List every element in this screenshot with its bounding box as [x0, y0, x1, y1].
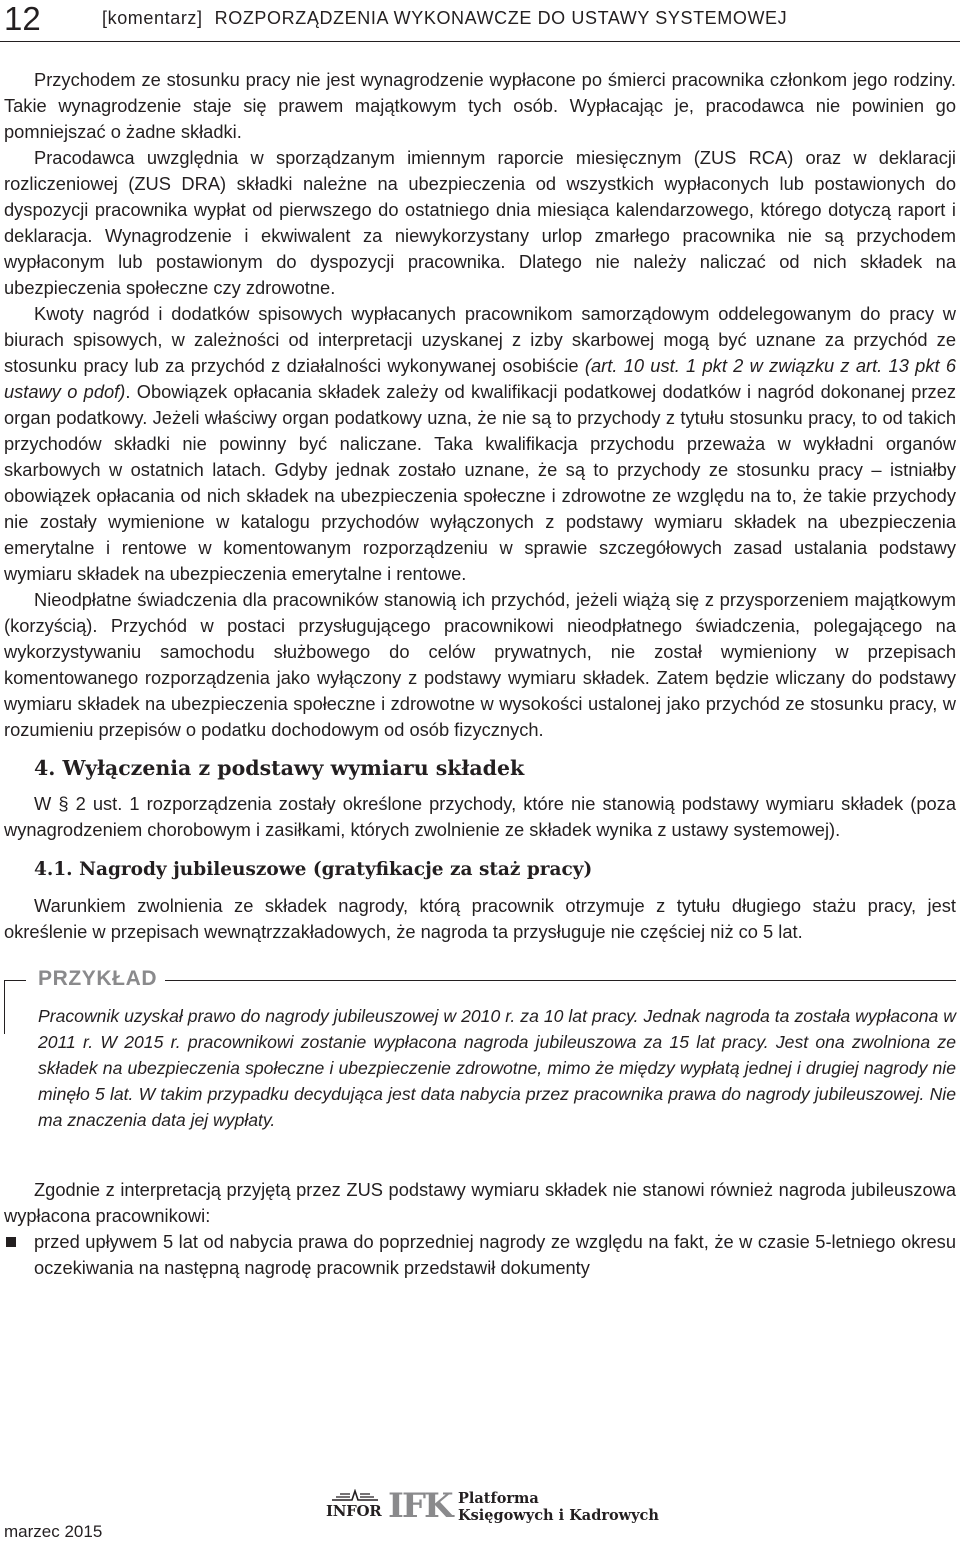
page-header — [0, 0, 960, 42]
logo-line-2: Księgowych i Kadrowych — [458, 1507, 659, 1524]
paragraph-1: Przychodem ze stosunku pracy nie jest wynagrodzenie wypłacone po śmierci pracownika członkom jego rodziny. Takie wynagrodzenie staje się prawem majątkowym tych osób. Wypłacając je, pracodawca nie powinien go pomniejszać o żadne składki. — [4, 69, 956, 142]
running-header — [102, 8, 787, 29]
logo-ifk: IFK — [388, 1486, 452, 1526]
subsection-heading: 4.1. Nagrody jubileuszowe (gratyfikacje za staż pracy) — [34, 859, 593, 880]
list-item — [4, 1229, 956, 1281]
square-bullet-icon — [6, 1237, 16, 1247]
paragraph-4: Nieodpłatne świadczenia dla pracowników stanowią ich przychód, jeżeli wiążą się z przysporzeniem majątkowym (korzyścią). Przychód w postaci przysługującego pracownikowi nieodpłatnego świadczenia, polegającego na wykorzystywaniu samochodu służbowego do celów prywatnych, nie został wymieniony w przepisach komentowanego rozporządzenia jako wyłączony z podstawy wymiaru składek. Zatem będzie wliczany do podstawy wymiaru składek na ubezpieczenia społeczne i zdrowotne w wysokości ustalonej jako przychód ze stosunku pracy, w rozumieniu przepisów o podatku dochodowym od osób fizycznych. — [4, 589, 956, 740]
page-number: 12 — [4, 0, 41, 37]
logo-line-1: Platforma — [458, 1490, 539, 1507]
example-rule — [38, 980, 956, 981]
paragraph-2: Pracodawca uwzględnia w sporządzanym imiennym raporcie miesięcznym (ZUS RCA) oraz w deklaracji rozliczeniowej (ZUS DRA) składki należne na ubezpieczenia od wszystkich wypłaconych lub postawionych do dyspozycji pracownika wypłat od pierwszego do ostatniego dnia miesiąca kalendarzowego, którego dotyczą raport i deklaracja. Wynagrodzenie i ekwiwalent za niewykorzystany urlop zmarłego pracownika nie są przychodem wypłaconym lub postawionym do dyspozycji pracownika. Dlatego nie należy naliczać od nich składek na ubezpieczenia społeczne czy zdrowotne. — [4, 147, 956, 298]
page-footer — [0, 1486, 960, 1546]
header-rule — [0, 41, 960, 42]
paragraph-3 — [4, 301, 956, 587]
infor-wings-icon — [332, 1489, 378, 1501]
example-label-row — [38, 967, 956, 1003]
paragraph-3-text-b: . Obowiązek opłacania składek zależy od kwalifikacji podatkowej dodatków i nagród dokonanej przez organ podatkowy. Jeżeli właściwy organ podatkowy uzna, że nie są to przychody z tytułu stosunku pracy, to od takich przychodów składki nie powinny być naliczane. Taka kwalifikacja przychodu przeważa w wykładni organów skarbowych w ostatnich latach. Gdyby jednak zostało uznane, że są to przychody ze stosunku pracy – istniałby obowiązek opłacania od nich składek na ubezpieczenia społeczne i zdrowotne ze względu na to, że takie przychody nie zostały wymienione w katalogu przychodów wyłączonych z podstawy wymiaru składek na ubezpieczenia emerytalne i rentowe w komentowanym rozporządzeniu w sprawie szczegółowych zasad ustalania podstawy wymiaru składek na ubezpieczenia emerytalne i rentowe. — [4, 381, 957, 584]
issue-date: marzec 2015 — [4, 1522, 103, 1541]
example-corner-line — [4, 980, 26, 981]
example-label: PRZYKŁAD — [38, 967, 165, 991]
paragraph-5: W § 2 ust. 1 rozporządzenia zostały określone przychody, które nie stanowią podstawy wymiaru składek (poza wynagrodzeniem chorobowym i zasiłkami, których zwolnienie ze składek wynika z ustawy systemowej). — [4, 793, 956, 840]
logo-platform-text — [458, 1490, 659, 1524]
legal-citation: (art. 10 ust. 1 pkt 2 w związku z art. 13 pkt 6 ustawy o pdof) — [4, 355, 956, 402]
spacer — [4, 1133, 956, 1177]
paragraph-3-text-a: Kwoty nagród i dodatków spisowych wypłacanych pracownikom samorządowym oddelegowanym do pracy w biurach spisowych, w zależności od interpretacji uzyskanej z izby skarbowej mogą być uznane za przychód ze stosunku pracy lub za przychód z działalności wykonywanej osobiście — [4, 303, 956, 376]
logo-infor: INFOR — [326, 1502, 382, 1520]
bullet-list — [4, 1229, 956, 1281]
example-side-line — [4, 980, 5, 1034]
example-box — [4, 967, 956, 1133]
section-heading: 4. Wyłączenia z podstawy wymiaru składek — [34, 756, 525, 780]
list-item-text: przed upływem 5 lat od nabycia prawa do poprzedniej nagrody ze względu na fakt, że w czasie 5-letniego okresu oczekiwania na następną nagrodę pracownik przedstawił dokumenty — [34, 1231, 956, 1278]
paragraph-6: Warunkiem zwolnienia ze składek nagrody, którą pracownik otrzymuje z tytułu długiego stażu pracy, jest określenie w przepisach wewnątrzzakładowych, że nagroda ta przysługuje nie częściej niż co 5 lat. — [4, 895, 956, 942]
page-body — [4, 67, 956, 1281]
running-title: ROZPORZĄDZENIA WYKONAWCZE DO USTAWY SYSTEMOWEJ — [214, 8, 788, 28]
section-tag: [komentarz] — [102, 8, 203, 28]
example-text: Pracownik uzyskał prawo do nagrody jubileuszowej w 2010 r. za 10 lat pracy. Jednak nagroda ta została wypłacona w 2011 r. W 2015 r. pracownikowi zostanie wypłacona nagroda jubileuszowa za 15 lat pracy. Jest ona zwolniona ze składek na ubezpieczenia społeczne i ubezpieczenie zdrowotne, mimo że między wypłatą jednej i drugiej nagrody nie minęło 5 lat. W takim przypadku decydująca jest data nabycia przez pracownika prawa do nagrody jubileuszowej. Nie ma znaczenia data jej wypłaty. — [38, 1006, 956, 1130]
paragraph-7: Zgodnie z interpretacją przyjętą przez ZUS podstawy wymiaru składek nie stanowi również nagroda jubileuszowa wypłacona pracownikowi: — [4, 1179, 956, 1226]
